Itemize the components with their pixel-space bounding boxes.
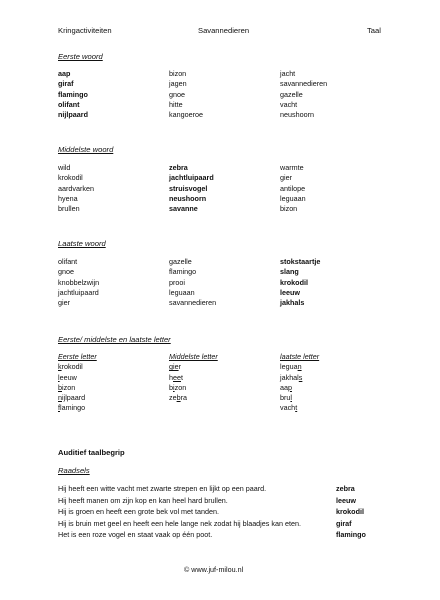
word-part: aa: [280, 382, 288, 392]
word-cell: jagen: [169, 79, 187, 89]
marked-letter: f: [58, 403, 60, 413]
marked-letter: b: [58, 382, 62, 392]
word-part: izon: [62, 382, 76, 392]
word-cell: gnoe: [169, 89, 185, 99]
word-cell: warmte: [280, 163, 304, 172]
riddle-row: [58, 497, 388, 504]
marked-letter: n: [58, 393, 62, 403]
word-cell: struisvogel: [169, 183, 208, 193]
word-cell: flamingo: [169, 267, 197, 277]
word-cell: aardvarken: [58, 183, 94, 193]
section-letters-title: Eerste/ middelste en laatste letter: [58, 335, 171, 344]
word-part: eeuw: [59, 372, 77, 382]
word-cell: knobbelzwijn: [58, 277, 100, 287]
section-last-grid: [58, 258, 400, 306]
word-cell: kangoeroe: [169, 110, 203, 120]
marked-letter: k: [58, 362, 62, 372]
word-part: bru: [280, 393, 291, 403]
word-part: t: [181, 372, 183, 382]
word-cell: bizon: [280, 204, 298, 214]
letter-column-header: laatste letter: [280, 352, 320, 361]
letter-word-cell: [58, 394, 169, 401]
word-part: ijlpaard: [62, 393, 86, 403]
word-cell: gier: [58, 298, 70, 308]
word-cell: krokodil: [58, 173, 83, 183]
riddle-answer: krokodil: [336, 507, 364, 516]
word-cell: gnoe: [58, 267, 74, 277]
letter-word-cell: [58, 374, 169, 381]
word-part: zon: [174, 382, 187, 392]
word-cell: leeuw: [280, 287, 300, 297]
header-left: Kringactiviteiten: [58, 26, 112, 35]
word-cell: slang: [280, 267, 299, 277]
word-cell: jachtluipaard: [169, 173, 214, 183]
marked-letter: l: [290, 393, 292, 403]
word-cell: nijlpaard: [58, 110, 88, 120]
letter-word-cell: [58, 404, 169, 411]
riddle-row: [58, 520, 388, 527]
letter-word-cell: [58, 363, 169, 370]
marked-letter: b: [176, 393, 181, 403]
riddle-question: Het is een roze vogel en staat vaak op één poot.: [58, 530, 213, 539]
word-cell: neushoorn: [280, 110, 314, 120]
word-cell: zebra: [169, 163, 188, 172]
marked-letter: n: [297, 362, 302, 372]
riddle-question: Hij is bruin met geel en heeft een hele lange nek zodat hij blaadjes kan eten.: [58, 518, 301, 528]
word-cell: stokstaartje: [280, 257, 321, 266]
word-cell: gier: [280, 173, 292, 183]
auditief-title: Auditief taalbegrip: [58, 448, 125, 457]
riddle-question: Hij heeft een witte vacht met zwarte strepen en lijkt op een paard.: [58, 484, 267, 493]
riddle-answer: giraf: [336, 518, 352, 528]
word-cell: vacht: [280, 99, 298, 109]
word-part: ra: [180, 393, 187, 403]
letter-column-header: Eerste letter: [58, 352, 97, 361]
letter-word-cell: [169, 394, 280, 401]
riddles-subtitle: Raadsels: [58, 466, 90, 475]
word-cell: olifant: [58, 99, 80, 109]
section-middle-title: Middelste woord: [58, 145, 114, 154]
section-letters-grid: [58, 353, 400, 412]
word-cell: brullen: [58, 204, 80, 214]
letter-word-cell: [169, 363, 280, 370]
word-cell: gazelle: [280, 89, 303, 99]
word-cell: leguaan: [169, 287, 195, 297]
section-middle-grid: [58, 164, 400, 212]
word-cell: wild: [58, 163, 71, 172]
riddle-row: [58, 485, 388, 492]
word-cell: gazelle: [169, 257, 192, 266]
footer-copyright: © www.juf-milou.nl: [184, 565, 244, 574]
word-cell: jacht: [280, 69, 296, 78]
section-first-title: Eerste woord: [58, 52, 103, 61]
word-cell: bizon: [169, 69, 187, 78]
word-cell: prooi: [169, 277, 185, 287]
word-cell: savannedieren: [280, 79, 328, 89]
word-part: vach: [280, 403, 296, 413]
riddles-list: [58, 485, 388, 543]
section-first-grid: [58, 70, 400, 118]
header-right: Taal: [367, 26, 381, 35]
riddle-answer: leeuw: [336, 495, 356, 505]
letter-word-cell: [169, 404, 280, 411]
word-cell: hyena: [58, 193, 78, 203]
letter-word-cell: [169, 384, 280, 391]
letter-word-cell: [280, 384, 400, 391]
marked-letter: l: [58, 372, 60, 382]
riddle-question: Hij heeft manen om zijn kop en kan heel hard brullen.: [58, 495, 228, 505]
letter-word-cell: [280, 363, 400, 370]
word-part: ze: [169, 393, 177, 403]
word-part: h: [169, 372, 173, 382]
marked-letter: t: [295, 403, 298, 413]
marked-letter: p: [288, 382, 292, 392]
riddle-row: [58, 531, 388, 538]
riddle-answer: zebra: [336, 484, 355, 493]
letter-word-cell: [280, 374, 400, 381]
word-part: jakhal: [280, 372, 299, 382]
word-cell: antilope: [280, 183, 306, 193]
word-cell: savanne: [169, 204, 198, 214]
word-cell: jakhals: [280, 298, 305, 308]
letter-word-cell: [58, 384, 169, 391]
section-last-title: Laatste woord: [58, 239, 106, 248]
word-cell: leguaan: [280, 193, 306, 203]
riddle-row: [58, 508, 388, 515]
word-cell: hitte: [169, 99, 183, 109]
word-cell: olifant: [58, 257, 78, 266]
header-center: Savannedieren: [198, 26, 250, 35]
word-part: b: [169, 382, 173, 392]
marked-letter: ee: [173, 372, 181, 382]
word-cell: neushoorn: [169, 193, 207, 203]
word-cell: savannedieren: [169, 298, 217, 308]
word-part: r: [178, 362, 181, 372]
word-cell: jachtluipaard: [58, 287, 99, 297]
word-part: lamingo: [60, 403, 86, 413]
marked-letter: gie: [169, 362, 179, 372]
letter-word-cell: [280, 394, 400, 401]
word-part: rokodil: [61, 362, 83, 372]
letter-column-header: Middelste letter: [169, 352, 218, 361]
word-cell: giraf: [58, 79, 74, 89]
riddle-answer: flamingo: [336, 530, 366, 539]
riddle-question: Hij is groen en heeft een grote bek vol met tanden.: [58, 507, 220, 516]
letter-word-cell: [280, 404, 400, 411]
word-cell: aap: [58, 69, 71, 78]
word-cell: krokodil: [280, 277, 308, 287]
marked-letter: i: [173, 382, 175, 392]
word-part: legua: [280, 362, 298, 372]
marked-letter: s: [298, 372, 303, 382]
word-cell: flamingo: [58, 89, 88, 99]
letter-word-cell: [169, 374, 280, 381]
